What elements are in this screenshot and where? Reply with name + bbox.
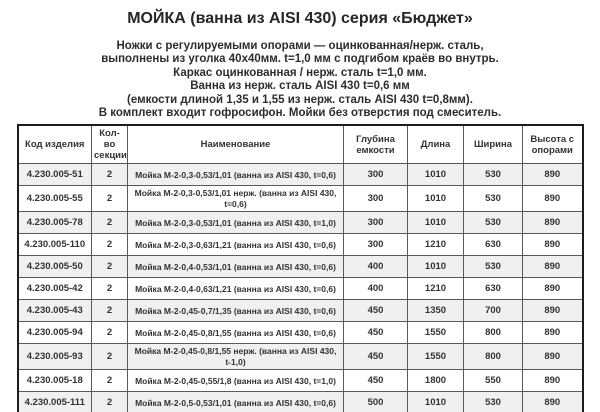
cell-section-count: 2 <box>92 392 128 412</box>
cell-height: 890 <box>523 256 583 278</box>
cell-height: 890 <box>523 278 583 300</box>
cell-height: 890 <box>523 344 583 370</box>
cell-width: 530 <box>464 392 523 412</box>
table-body <box>18 164 583 412</box>
cell-height: 890 <box>523 164 583 186</box>
cell-product-code: 4.230.005-93 <box>18 344 92 370</box>
cell-bowl-depth: 450 <box>344 322 408 344</box>
table-row <box>18 370 583 392</box>
cell-length: 1010 <box>408 164 464 186</box>
cell-product-name: Мойка М-2-0,5-0,53/1,01 (ванна из AISI 430, t=0,6) <box>128 392 344 412</box>
table-header-row <box>18 125 583 164</box>
cell-product-name: Мойка М-2-0,4-0,63/1,21 (ванна из AISI 430, t=0,6) <box>128 278 344 300</box>
description-line: Ножки с регулируемыми опорами — оцинкованная/нерж. сталь, <box>116 40 484 52</box>
cell-bowl-depth: 300 <box>344 212 408 234</box>
table-row <box>18 344 583 370</box>
cell-product-code: 4.230.005-110 <box>18 234 92 256</box>
cell-bowl-depth: 450 <box>344 370 408 392</box>
cell-section-count: 2 <box>92 278 128 300</box>
cell-product-name: Мойка М-2-0,45-0,55/1,8 (ванна из AISI 430, t=1,0) <box>128 370 344 392</box>
cell-height: 890 <box>523 322 583 344</box>
cell-product-code: 4.230.005-94 <box>18 322 92 344</box>
cell-bowl-depth: 500 <box>344 392 408 412</box>
cell-product-name: Мойка М-2-0,45-0,8/1,55 (ванна из AISI 430, t=0,6) <box>128 322 344 344</box>
cell-product-code: 4.230.005-78 <box>18 212 92 234</box>
cell-product-code: 4.230.005-51 <box>18 164 92 186</box>
cell-product-name: Мойка М-2-0,3-0,53/1,01 нерж. (ванна из AISI 430, t=0,6) <box>128 186 344 212</box>
cell-height: 890 <box>523 234 583 256</box>
cell-bowl-depth: 450 <box>344 344 408 370</box>
cell-length: 1350 <box>408 300 464 322</box>
cell-section-count: 2 <box>92 370 128 392</box>
cell-bowl-depth: 300 <box>344 186 408 212</box>
description-line: В комплект входит гофросифон. Мойки без отверстия под смеситель. <box>98 107 502 120</box>
cell-width: 800 <box>464 322 523 344</box>
table-row <box>18 322 583 344</box>
cell-section-count: 2 <box>92 322 128 344</box>
cell-section-count: 2 <box>92 234 128 256</box>
cell-height: 890 <box>523 370 583 392</box>
cell-section-count: 2 <box>92 344 128 370</box>
cell-width: 530 <box>464 212 523 234</box>
cell-width: 530 <box>464 256 523 278</box>
header-bowl-depth: Глубина емкости <box>344 125 408 164</box>
cell-section-count: 2 <box>92 186 128 212</box>
header-section-count: Кол-во секции <box>92 125 128 164</box>
description-line: Каркас оцинкованная / нерж. сталь t=1,0 мм. <box>173 66 427 79</box>
table-row <box>18 212 583 234</box>
cell-height: 890 <box>523 392 583 412</box>
header-product-name: Наименование <box>128 125 344 164</box>
cell-width: 630 <box>464 278 523 300</box>
cell-length: 1010 <box>408 212 464 234</box>
table-row <box>18 164 583 186</box>
cell-width: 700 <box>464 300 523 322</box>
cell-product-code: 4.230.005-55 <box>18 186 92 212</box>
cell-product-code: 4.230.005-43 <box>18 300 92 322</box>
cell-product-code: 4.230.005-50 <box>18 256 92 278</box>
cell-product-code: 4.230.005-42 <box>18 278 92 300</box>
cell-length: 1550 <box>408 344 464 370</box>
cell-height: 890 <box>523 212 583 234</box>
cell-product-code: 4.230.005-111 <box>18 392 92 412</box>
cell-product-name: Мойка М-2-0,4-0,53/1,01 (ванна из AISI 430, t=0,6) <box>128 256 344 278</box>
cell-length: 1010 <box>408 186 464 212</box>
cell-width: 530 <box>464 186 523 212</box>
table-row <box>18 392 583 412</box>
cell-width: 630 <box>464 234 523 256</box>
header-height: Высота с опорами <box>523 125 583 164</box>
cell-bowl-depth: 300 <box>344 164 408 186</box>
cell-length: 1210 <box>408 234 464 256</box>
cell-width: 550 <box>464 370 523 392</box>
cell-product-name: Мойка М-2-0,45-0,7/1,35 (ванна из AISI 430, t=0,6) <box>128 300 344 322</box>
header-width: Ширина <box>464 125 523 164</box>
cell-length: 1550 <box>408 322 464 344</box>
cell-bowl-depth: 400 <box>344 256 408 278</box>
cell-section-count: 2 <box>92 256 128 278</box>
table-row <box>18 300 583 322</box>
spec-table <box>17 124 584 412</box>
cell-length: 1010 <box>408 392 464 412</box>
description-line: (емкости длиной 1,35 и 1,55 из нерж. сталь AISI 430 t=0,8мм). <box>127 93 473 106</box>
cell-product-name: Мойка М-2-0,3-0,63/1,21 (ванна из AISI 430, t=0,6) <box>128 234 344 256</box>
cell-length: 1010 <box>408 256 464 278</box>
table-row <box>18 256 583 278</box>
cell-length: 1210 <box>408 278 464 300</box>
cell-width: 800 <box>464 344 523 370</box>
cell-product-code: 4.230.005-18 <box>18 370 92 392</box>
cell-section-count: 2 <box>92 300 128 322</box>
cell-bowl-depth: 450 <box>344 300 408 322</box>
description-line: выполнены из уголка 40х40мм. t=1,0 мм с подгибом краёв во внутрь. <box>101 53 499 66</box>
cell-section-count: 2 <box>92 212 128 234</box>
description-line: Ванна из нерж. сталь AISI 430 t=0,6 мм <box>190 80 410 93</box>
table-row <box>18 278 583 300</box>
table-row <box>18 186 583 212</box>
table-row <box>18 234 583 256</box>
cell-product-name: Мойка М-2-0,45-0,8/1,55 нерж. (ванна из AISI 430, t-1,0) <box>128 344 344 370</box>
header-product-code: Код изделия <box>18 125 92 164</box>
cell-product-name: Мойка М-2-0,3-0,53/1,01 (ванна из AISI 430, t=1,0) <box>128 212 344 234</box>
cell-height: 890 <box>523 186 583 212</box>
cell-height: 890 <box>523 300 583 322</box>
header-length: Длина <box>408 125 464 164</box>
cell-bowl-depth: 400 <box>344 278 408 300</box>
page-title: МОЙКА (ванна из AISI 430) серия «Бюджет» <box>127 10 473 27</box>
cell-width: 530 <box>464 164 523 186</box>
cell-length: 1800 <box>408 370 464 392</box>
cell-section-count: 2 <box>92 164 128 186</box>
cell-product-name: Мойка М-2-0,3-0,53/1,01 (ванна из AISI 430, t=0,6) <box>128 164 344 186</box>
cell-bowl-depth: 300 <box>344 234 408 256</box>
product-description <box>0 40 600 120</box>
